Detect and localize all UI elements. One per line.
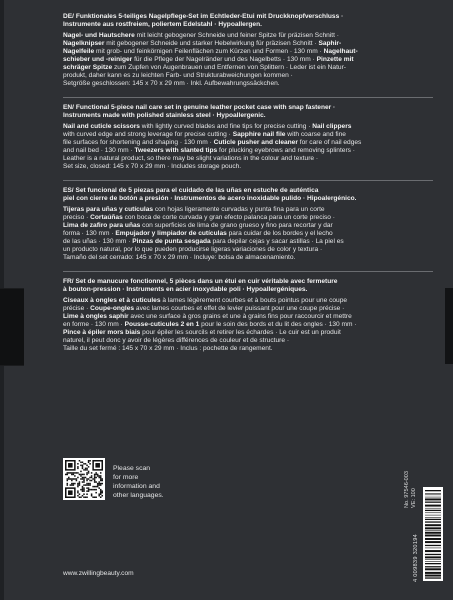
description-line [63, 321, 433, 329]
description-line [63, 80, 433, 88]
description-text: für die Pflege der Nagelränder und des Nagelbetts · 130 mm · [132, 56, 317, 63]
qr-code[interactable] [63, 458, 105, 500]
description-text: with coarse and fine [285, 131, 346, 138]
description-line [63, 40, 433, 48]
section-en [63, 104, 433, 171]
elastic-strap-right [445, 288, 453, 364]
website-url[interactable]: www.zwillingbeauty.com [63, 570, 134, 577]
section-heading: EN/ Functional 5-piece nail care set in genuine leather pocket case with snap fastener · [63, 104, 336, 111]
elastic-strap [0, 288, 24, 366]
product-name: Nagelknipser [63, 40, 105, 47]
section-heading: ES/ Set funcional de 5 piezas para el cuidado de las uñas en estuche de auténtica [63, 187, 319, 194]
section-heading: DE/ Funktionales 5-teiliges Nagelpflege-Set im Echtleder-Etui mit Druckknopfverschluss · [63, 13, 344, 20]
product-name: Tweezers with slanted tips [134, 147, 218, 154]
description-line [63, 246, 433, 254]
section-es [63, 187, 433, 262]
description-text: Taille du set fermé : 145 x 70 x 29 mm · Inclus : pochette de rangement. [63, 345, 273, 352]
product-name: Lima de zafiro para uñas [63, 222, 141, 229]
description-text: produkt, daher kann es zu leichten Farb- und Strukturabweichungen kommen · [63, 72, 293, 79]
description-text: forma · 130 mm · [63, 230, 116, 237]
article-number: No. 97546-003 [404, 470, 410, 508]
description-text: Setgröße geschlossen: 145 x 70 x 29 mm · Inkl. Aufbewahrungssäckchen. [63, 80, 280, 87]
product-name: Pinzas de punta sesgada [132, 238, 211, 245]
description-text: zum Zupfen von Augenbrauen und Entfernen von Splittern · Leder ist ein Natur- [112, 64, 346, 71]
description-line [63, 345, 433, 353]
product-name: Cuticle pusher and cleaner [213, 139, 298, 146]
barcode-digits: 4 009839 320194 [413, 533, 419, 582]
description-text: avec une surface à gros grains et une à grains fins pour raccourcir et mettre [128, 313, 352, 320]
description-text: naturel, il peut donc y avoir de légères différences de couleur et de structure · [63, 337, 290, 344]
product-name: Nail clippers [312, 123, 352, 130]
barcode-icon [423, 487, 443, 581]
section-divider [63, 97, 433, 98]
description-line [63, 297, 433, 305]
description-line [63, 155, 433, 163]
description-line [63, 222, 433, 230]
description-line [63, 337, 433, 345]
description-text: Leather is a natural product, so there may be slight variations in the colour and texture · [63, 155, 319, 162]
description-line [63, 147, 433, 155]
section-heading: FR/ Set de manucure fonctionnel, 5 pièces dans un étui en cuir véritable avec fermeture [63, 278, 338, 285]
product-name: Empujador y limpiador de cutículas [115, 230, 227, 237]
product-name: Pince à épiler mors biais [63, 329, 141, 336]
description-text: un producto natural, por lo que pueden producirse ligeras variaciones de color y textura · [63, 246, 323, 253]
section-fr [63, 278, 433, 353]
qr-instructions [113, 464, 203, 500]
description-text: avec lames courbes et effet de levier puissant pour une coupe précise · [134, 305, 345, 312]
description-line [63, 305, 433, 313]
section-de [63, 13, 433, 88]
product-name: schieber und -reiniger [63, 56, 133, 63]
product-name: Nagel- und Hautschere [63, 32, 135, 39]
description-text: preciso · [63, 214, 91, 221]
ean-barcode [423, 487, 443, 581]
section-heading: à bouton-pression · Instruments en acier inoxydable poli · Hypoallergéniques. [63, 286, 308, 293]
description-text: for plucking eyebrows and removing splinters · [217, 147, 355, 154]
section-divider [63, 180, 433, 181]
description-text: file surfaces for shortening and shaping · 130 mm · [63, 139, 214, 146]
description-text: con hojas ligeramente curvadas y punta fina para un corte [153, 206, 325, 213]
description-line [63, 32, 433, 40]
section-heading: piel con cierre de botón a presión · Instrumentos de acero inoxidable pulido · Hipoalergénico. [63, 195, 357, 202]
description-text: mit grob- und feinkörnigen Feilenflächen zum Kürzen und Formen · 130 mm · [94, 48, 324, 55]
section-heading: Instrumente aus rostfreiem, poliertem Edelstahl · Hypoallergen. [63, 21, 262, 28]
description-line [63, 163, 433, 171]
qr-line: information and [113, 483, 160, 490]
product-name: schräger Spitze [63, 64, 113, 71]
description-text: à lames légèrement courbes et à bouts pointus pour une coupe [160, 297, 348, 304]
description-line [63, 56, 433, 64]
description-text: con superficies de lima de grano grueso y fino para recortar y dar [140, 222, 333, 229]
product-name: Coupe-ongles [90, 305, 135, 312]
description-text: con boca de corte curvada y gran efecto palanca para un corte preciso · [122, 214, 335, 221]
product-name: Saphir- [318, 40, 342, 47]
description-line [63, 238, 433, 246]
product-name: Tijeras para uñas y cutículas [63, 206, 154, 213]
description-line [63, 214, 433, 222]
product-name: Lime à ongles saphir [63, 313, 129, 320]
product-name: Cortaúñas [90, 214, 123, 221]
description-text: for care of nail edges [297, 139, 362, 146]
qr-line: for more [113, 474, 139, 481]
description-text: and nail bed · 130 mm · [63, 147, 135, 154]
description-line [63, 64, 433, 72]
product-name: Nagelfeile [63, 48, 95, 55]
description-line [63, 230, 433, 238]
description-text: pour le soin des bords et du lit des ongles · 130 mm · [199, 321, 357, 328]
product-name: Pousse-cuticules 2 en 1 [124, 321, 200, 328]
packaging-unit: VE: 100 [411, 488, 417, 508]
description-text: en forme · 130 mm · [63, 321, 125, 328]
section-divider [63, 271, 433, 272]
qr-line: other languages. [113, 492, 164, 499]
qr-code-icon [65, 460, 103, 498]
description-text: mit leicht gebogener Schneide und feiner Spitze für präzisen Schnitt · [134, 32, 339, 39]
description-line [63, 139, 433, 147]
product-description [63, 13, 433, 362]
description-text: de las uñas · 130 mm · [63, 238, 133, 245]
description-text: précise · [63, 305, 91, 312]
description-line [63, 254, 433, 262]
description-text: Tamaño del set cerrado: 145 x 70 x 29 mm · Incluye: bolsa de almacenamiento. [63, 254, 296, 261]
description-line [63, 206, 433, 214]
description-text: with lightly curved blades and fine tips for precise cutting · [139, 123, 313, 130]
description-line [63, 313, 433, 321]
description-line [63, 131, 433, 139]
description-line [63, 72, 433, 80]
description-text: mit gebogener Schneide und starker Hebelwirkung für präzisen Schnitt · [104, 40, 319, 47]
product-name: Ciseaux à ongles et à cuticules [63, 297, 161, 304]
description-text: para cuidar de los bordes y el lecho [226, 230, 333, 237]
description-line [63, 329, 433, 337]
product-name: Nail and cuticle scissors [63, 123, 140, 130]
product-name: Pinzette mit [316, 56, 354, 63]
description-text: para depilar cejas y sacar astillas · La piel es [210, 238, 344, 245]
description-text: pour épiler les sourcils et retirer les échardes · Le cuir est un produit [140, 329, 341, 336]
description-text: with curved edge and strong leverage for precise cutting · [63, 131, 233, 138]
section-heading: Instruments made with polished stainless steel · Hypoallergenic. [63, 112, 266, 119]
qr-line: Please scan [113, 465, 151, 472]
product-name: Nagelhaut- [323, 48, 358, 55]
description-line [63, 123, 433, 131]
description-text: Set size, closed: 145 x 70 x 29 mm · Includes storage pouch. [63, 163, 242, 170]
description-line [63, 48, 433, 56]
product-name: Sapphire nail file [232, 131, 286, 138]
